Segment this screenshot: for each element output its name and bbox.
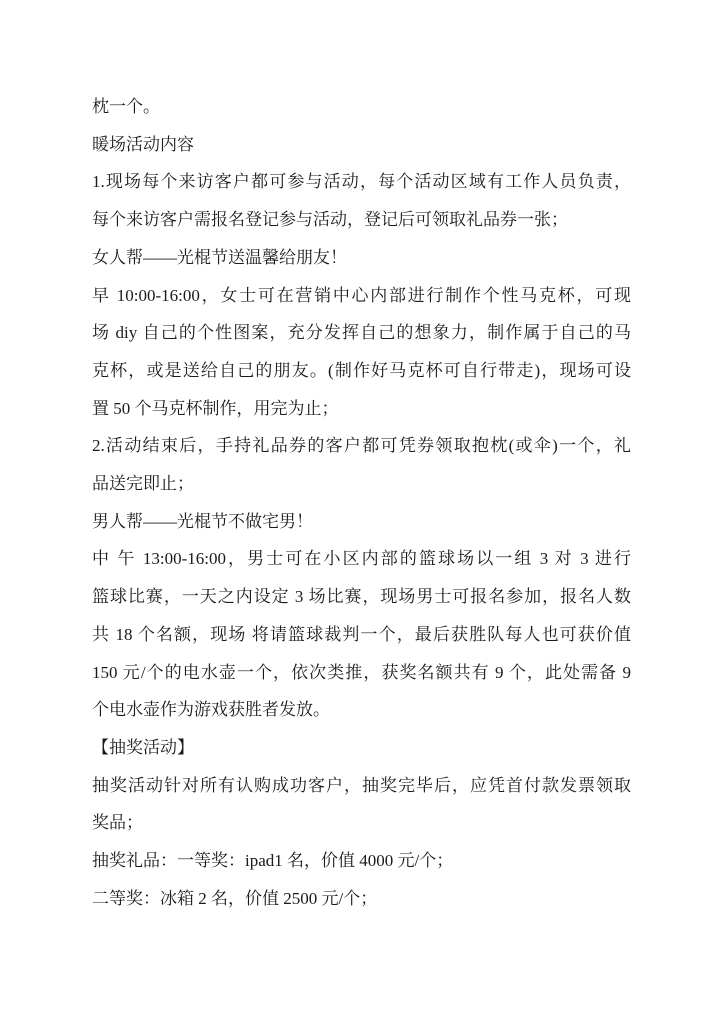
text-line: 男人帮——光棍节不做宅男！ — [92, 511, 313, 531]
text-line: 篮球比赛，一天之内设定 3 场比赛，现场男士可报名参加，报名人数 — [92, 587, 631, 607]
text-line: 克杯，或是送给自己的朋友。(制作好马克杯可自行带走)，现场可设 — [92, 360, 631, 380]
document-content — [92, 88, 631, 917]
text-line: 1.现场每个来访客户都可参与活动，每个活动区域有工作人员负责， — [92, 172, 631, 192]
text-line: 抽奖礼品：一等奖：ipad1 名，价值 4000 元/个； — [92, 851, 454, 871]
text-line: 共 18 个名额，现场 将请篮球裁判一个，最后获胜队每人也可获价值 — [92, 624, 631, 644]
text-line: 枕一个。 — [92, 97, 160, 116]
text-line: 抽奖活动针对所有认购成功客户，抽奖完毕后，应凭首付款发票领取 — [92, 775, 631, 795]
text-line: 女人帮——光棍节送温馨给朋友！ — [92, 247, 347, 267]
text-line: 品送完即止； — [92, 474, 194, 494]
text-line: 每个来访客户需报名登记参与活动，登记后可领取礼品券一张； — [92, 210, 568, 230]
text-line: 个电水壶作为游戏获胜者发放。 — [92, 700, 330, 720]
text-line: 场 diy 自己的个性图案，充分发挥自己的想象力，制作属于自己的马 — [92, 323, 631, 343]
text-line: 早 10:00-16:00，女士可在营销中心内部进行制作个性马克杯，可现 — [92, 285, 631, 305]
text-line: 暖场活动内容 — [92, 134, 194, 154]
text-line: 奖品； — [92, 813, 143, 833]
text-line: 2.活动结束后，手持礼品券的客户都可凭券领取抱枕(或伞)一个，礼 — [92, 436, 631, 456]
text-line: 二等奖：冰箱 2 名，价值 2500 元/个； — [92, 888, 378, 908]
text-line: 【抽奖活动】 — [92, 737, 194, 757]
text-line: 中 午 13:00-16:00，男士可在小区内部的篮球场以一组 3 对 3 进行 — [92, 549, 631, 569]
text-line: 置 50 个马克杯制作，用完为止； — [92, 398, 339, 418]
text-line: 150 元/个的电水壶一个，依次类推，获奖名额共有 9 个，此处需备 9 — [92, 662, 631, 682]
